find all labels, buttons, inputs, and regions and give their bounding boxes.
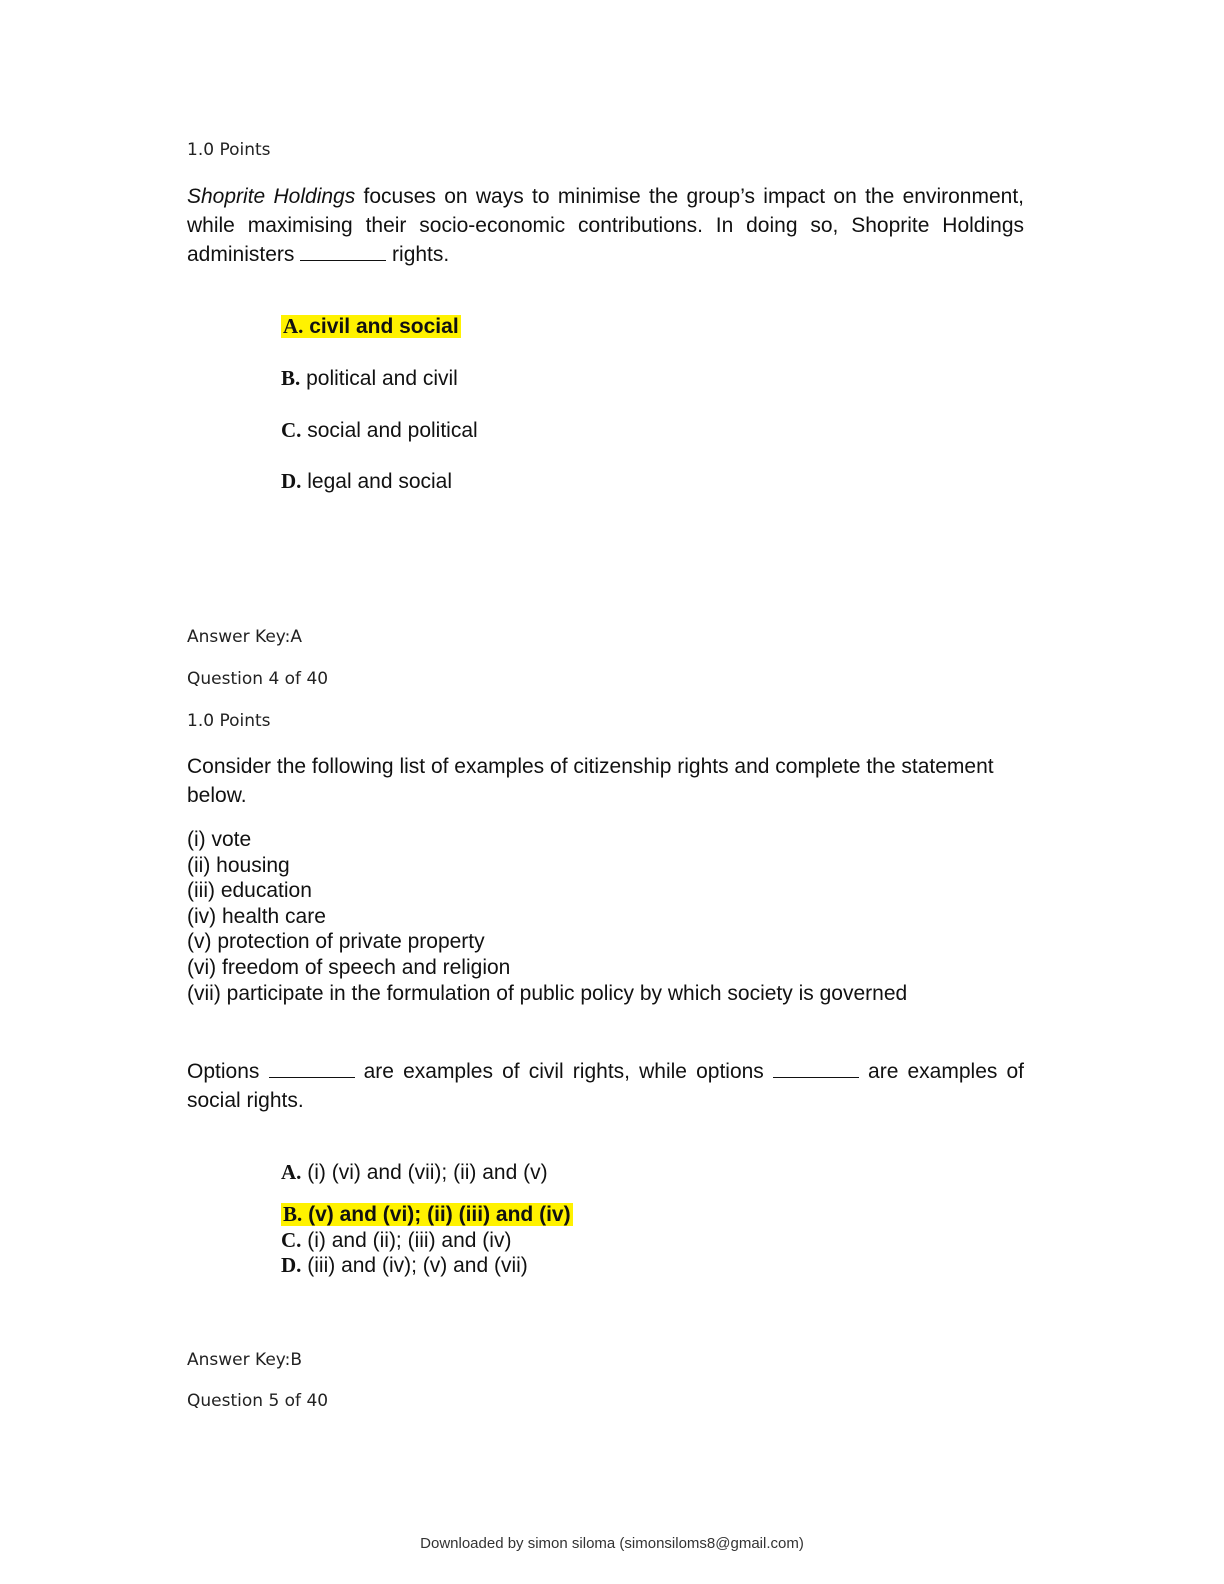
question-points: 1.0 Points <box>187 140 271 160</box>
completion-statement: Options are examples of civil rights, while options are examples of social rights. <box>187 1060 1025 1112</box>
option-c[interactable]: C. (i) and (ii); (iii) and (iv) <box>281 1228 512 1252</box>
answer-blank <box>773 1059 859 1078</box>
answer-key: Answer Key:A <box>187 627 302 647</box>
company-name: Shoprite Holdings <box>187 185 356 208</box>
option-c[interactable]: C. social and political <box>281 418 478 442</box>
list-item: (ii) housing <box>187 853 290 877</box>
answer-blank <box>300 242 386 261</box>
stem-text: focuses on ways to minimise the group’s impact on the environment, while maximising their socio-economic contributions. In doing so, Shoprite Holdings administers <box>187 185 1024 266</box>
list-item: (vi) freedom of speech and religion <box>187 955 511 979</box>
option-b[interactable] <box>281 1202 573 1227</box>
option-b[interactable]: B. political and civil <box>281 366 458 390</box>
answer-blank <box>269 1059 355 1078</box>
question-header: Question 5 of 40 <box>187 1391 329 1411</box>
question-stem <box>187 182 1024 269</box>
download-footer: Downloaded by simon siloma (simonsiloms8@gmail.com) <box>420 1535 804 1552</box>
list-item: (vii) participate in the formulation of public policy by which society is governed <box>187 981 908 1005</box>
option-d[interactable]: D. legal and social <box>281 469 453 493</box>
stem-text-end: rights. <box>386 243 450 266</box>
option-a[interactable]: A. (i) (vi) and (vii); (ii) and (v) <box>281 1160 548 1184</box>
question-header: Question 4 of 40 <box>187 669 329 689</box>
list-item: (i) vote <box>187 828 252 851</box>
question-points: 1.0 Points <box>187 711 271 731</box>
list-item: (v) protection of private property <box>187 930 485 954</box>
list-item: (iv) health care <box>187 904 326 928</box>
list-item: (iii) education <box>187 879 312 903</box>
option-d[interactable]: D. (iii) and (iv); (v) and (vii) <box>281 1253 528 1277</box>
option-a[interactable] <box>281 314 461 339</box>
correct-answer-highlight: B. (v) and (vi); (ii) (iii) and (iv) <box>283 1202 571 1226</box>
question-stem: Consider the following list of examples of citizenship rights and complete the statement below. <box>187 755 994 807</box>
correct-answer-highlight: A. civil and social <box>283 314 459 338</box>
rights-list <box>187 827 907 1006</box>
answer-key: Answer Key:B <box>187 1350 302 1370</box>
